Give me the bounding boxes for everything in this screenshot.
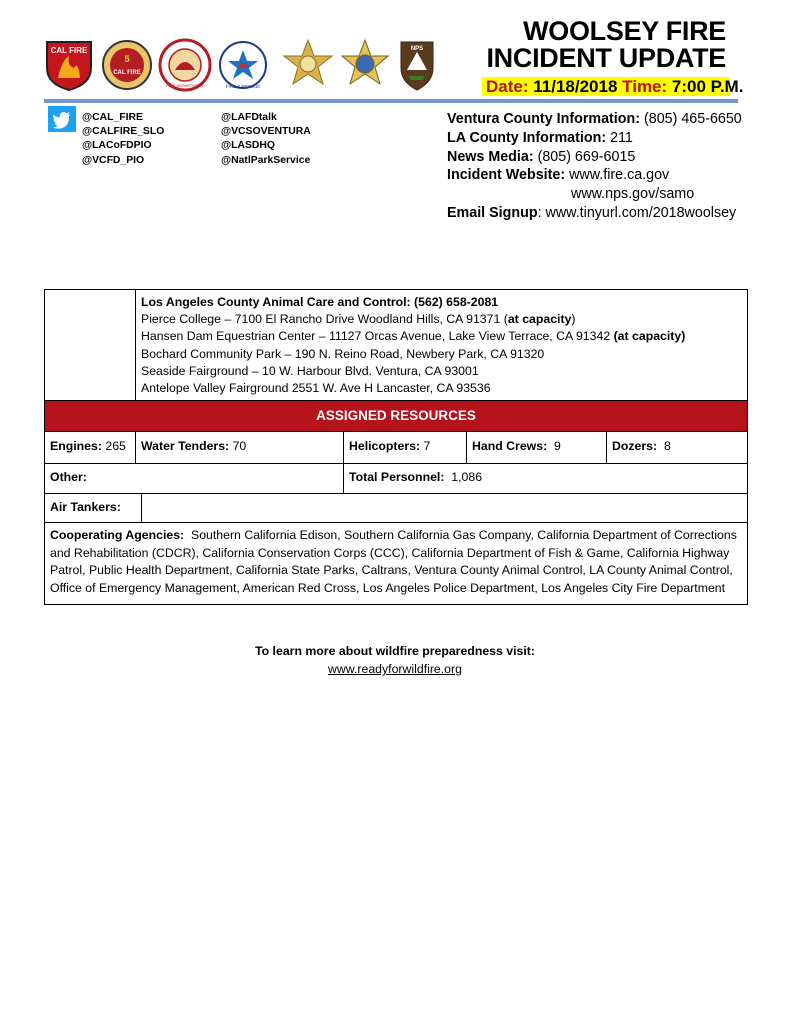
date-value: 11/18/2018 [533,77,618,96]
svg-text:5: 5 [124,54,130,64]
svg-text:NPS: NPS [410,46,424,52]
social-handle[interactable]: @NatlParkService [221,154,311,166]
vcso-badge-logo [282,38,334,92]
document-title [486,18,726,72]
nps-arrowhead-logo [397,38,437,92]
date-time-bar [482,77,744,96]
shelter-line: Pierce College – 7100 El Rancho Drive Woodland Hills, CA 91371 (at capacity) [141,312,576,327]
email-signup: Email Signup: www.tinyurl.com/2018woolsey [447,204,737,221]
website-info: Incident Website: www.fire.ca.gov [447,167,670,184]
title-line-2: INCIDENT UPDATE [486,43,726,73]
website-link-1[interactable]: www.fire.ca.gov [565,167,670,184]
title-line-1: WOOLSEY FIRE [523,16,726,46]
readyforwildfire-link[interactable]: www.readyforwildfire.org [328,662,462,676]
ventura-info: Ventura County Information: (805) 465-6650 [447,111,742,127]
dozers-cell: Dozers: 8 [606,432,747,463]
shelter-line: Seaside Fairground – 10 W. Harbour Blvd. Ventura, CA 93001 [141,363,479,378]
email-signup-link[interactable]: : www.tinyurl.com/2018woolsey [537,204,737,221]
engines-cell: Engines: 265 [50,439,126,454]
social-handle[interactable]: @LAFDtalk [221,112,277,123]
calfire-logo [44,38,94,92]
media-info: News Media: (805) 669-6015 [447,148,636,165]
time-value: 7:00 P.M. [671,77,744,96]
helicopters-cell: Helicopters: 7 [343,432,466,463]
incident-table [44,289,748,605]
shelters-row [45,290,747,400]
date-label: Date: [486,77,529,96]
vcfd-logo [218,38,268,92]
website-link-2[interactable]: www.nps.gov/samo [571,186,695,203]
social-handle[interactable]: @CAL_FIRE [82,112,143,123]
resources-row [45,431,747,463]
shelter-line: Hansen Dam Equestrian Center – 11127 Orcas Avenue, Lake View Terrace, CA 91342 (at capacity) [141,329,686,344]
footer-text: To learn more about wildfire preparedness visit: [255,644,535,658]
svg-text:FIRE DEPARTMENT: FIRE DEPARTMENT [166,83,204,88]
svg-text:FIRE & RESCUE: FIRE & RESCUE [225,84,261,89]
social-handle[interactable]: @CALFIRE_SLO [82,126,165,138]
air-tankers-cell: Air Tankers: [50,500,121,515]
air-tankers-row [45,493,747,522]
other-row [45,463,747,493]
time-label: Time: [622,77,668,96]
hand-crews-cell: Hand Crews: 9 [466,432,606,463]
shelter-line: Antelope Valley Fairground 2551 W. Ave H Lancaster, CA 93536 [141,381,491,396]
shelter-line: Bochard Community Park – 190 N. Reino Road, Newbery Park, CA 91320 [141,346,545,361]
svg-text:CAL FIRE: CAL FIRE [113,70,141,76]
total-personnel-cell: Total Personnel: 1,086 [343,464,747,493]
shelters-heading: Los Angeles County Animal Care and Control: (562) 658-2081 [141,295,499,309]
contact-info [447,110,742,223]
social-handle[interactable]: @LACoFDPIO [82,140,152,152]
social-handles-col2 [221,111,311,168]
other-cell: Other: [50,470,87,485]
cooperating-agencies-cell: Cooperating Agencies: Southern California Edison, Southern California Gas Company, California Department of Corrections and Rehabilitation (CDCR), California Conservation Corps (CCC), California Department of Fish & Game, California Highway Patrol, Public Health Department, California State Parks, Caltrans, Ventura County Animal Control, LA County Animal Control, Office of Emergency Management, American Red Cross, Los Angeles Police Department, Los Angeles City Fire Department [50,528,741,595]
shelters-label-cell [45,290,135,400]
social-handle[interactable]: @LASDHQ [221,140,276,152]
social-handle[interactable]: @VCFD_PIO [82,154,145,166]
air-tankers-value-cell [141,494,747,522]
cooperating-row [45,522,747,603]
social-handle[interactable]: @VCSOVENTURA [221,126,311,138]
assigned-resources-banner: ASSIGNED RESOURCES [45,400,747,431]
lasd-badge-logo [340,38,390,92]
twitter-icon [48,106,76,132]
svg-text:CAL FIRE: CAL FIRE [50,46,88,55]
water-tenders-cell: Water Tenders: 70 [135,432,343,463]
footer [0,642,790,678]
calfire-slo-logo [101,38,153,92]
shelters-cell [135,290,747,400]
social-handles-col1 [82,111,164,168]
lacofd-logo [158,38,212,92]
la-info: LA County Information: 211 [447,129,633,146]
header-divider [44,99,738,103]
